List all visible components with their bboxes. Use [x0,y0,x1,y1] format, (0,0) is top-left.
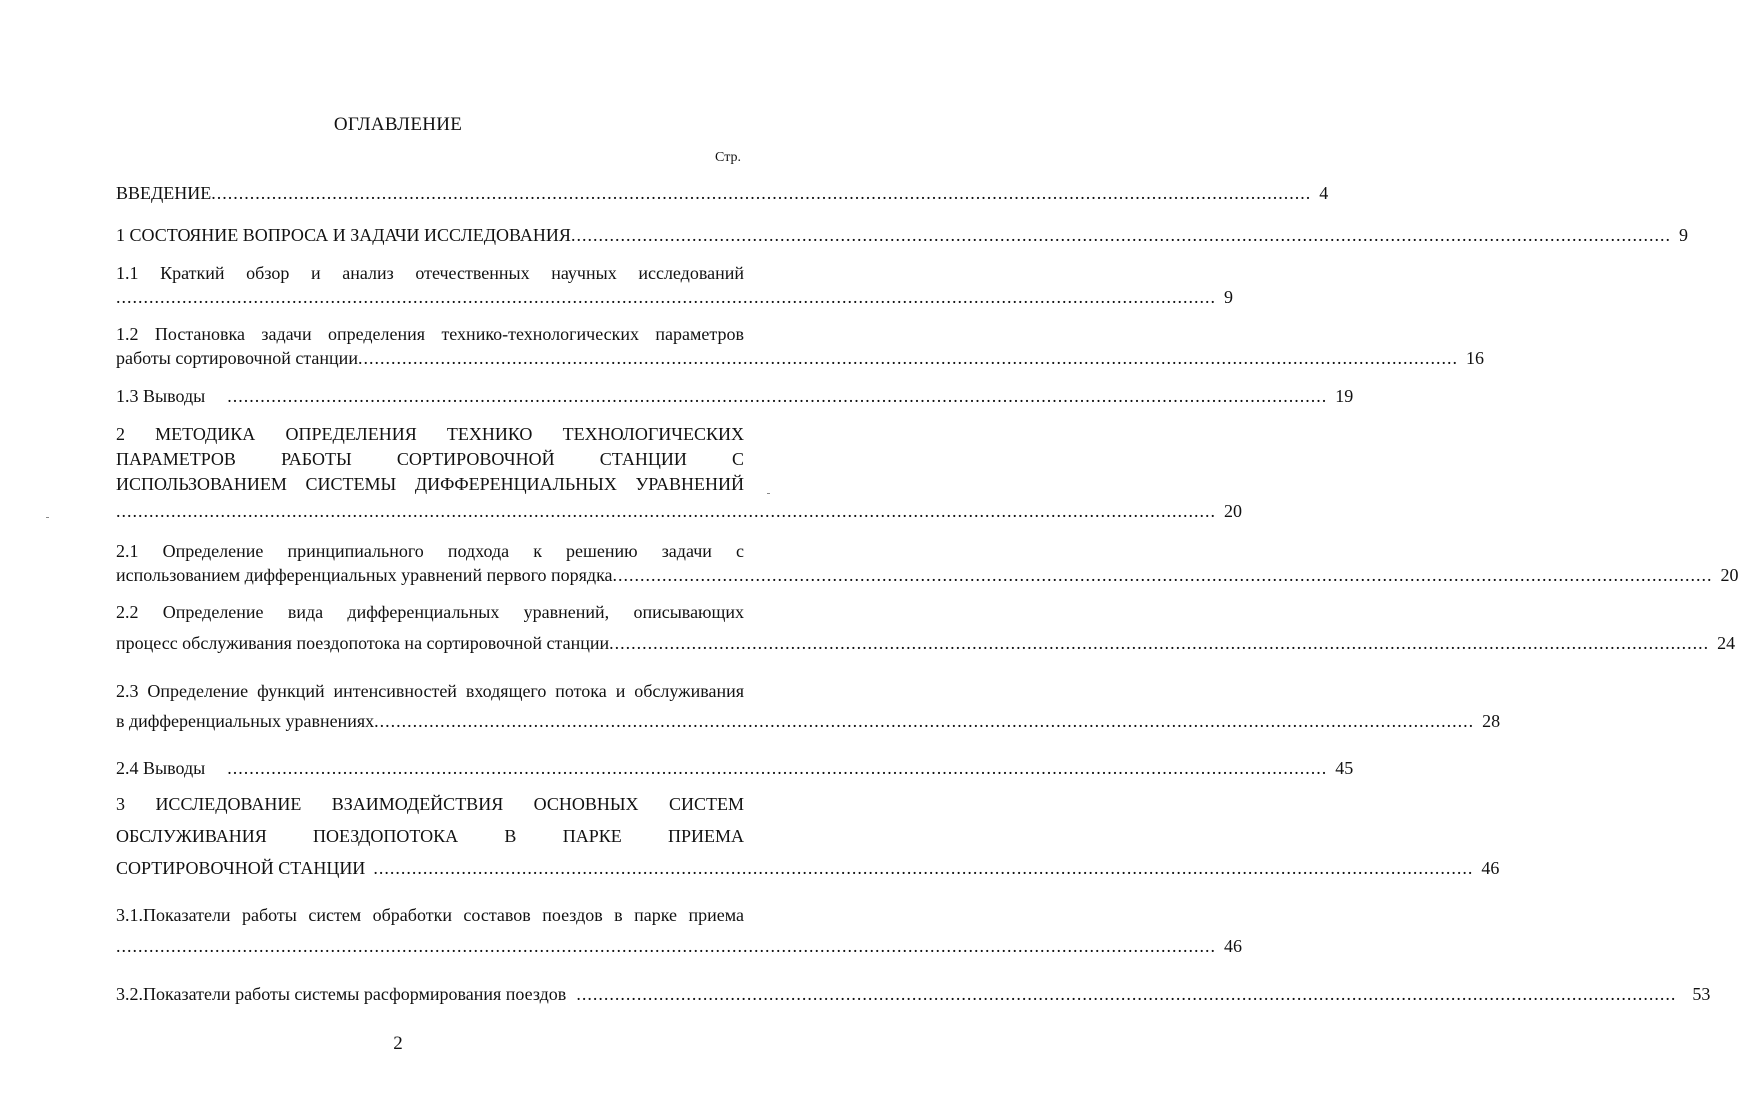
toc-entry-title: 3.2.Показатели работы системы расформирования поездов [116,984,567,1004]
leader-dots: ........................................................................................................................................................................................................ [227,758,1328,778]
leader-dots: ........................................................................................................................................................................................................ [576,984,1677,1004]
toc-entry-page: 20 [1224,501,1242,521]
toc-entry-3-1[interactable] [116,935,1242,957]
toc-entry-1-1[interactable] [116,286,1233,308]
toc-entry-page: 24 [1717,633,1736,653]
toc-entry-page: 46 [1224,936,1242,956]
toc-entry-page: 28 [1482,711,1501,731]
toc-entry-page: 9 [1678,225,1688,245]
toc-entry-page: 9 [1224,287,1233,307]
leader-dots: ........................................................................................................................................................................................................ [609,633,1710,653]
toc-entry-2-1-line1[interactable]: 2.1 Определение принципиального подхода к решению задачи с [116,541,744,561]
leader-dots: ........................................................................................................................................................................................................ [227,386,1328,406]
toc-entry-title: ВВЕДЕНИЕ [116,183,212,203]
leader-dots: ........................................................................................................................................................................................................ [116,936,1216,956]
page-column-label: Стр. [715,150,741,165]
leader-dots: ........................................................................................................................................................................................................ [357,348,1458,368]
toc-entry-1-2[interactable] [116,347,1484,369]
toc-entry-2-2[interactable] [116,632,1736,654]
leader-dots: ........................................................................................................................................................................................................ [373,858,1474,878]
toc-entry-title: использованием дифференциальных уравнений первого порядка [116,565,613,585]
toc-entry-2-1[interactable] [116,564,1739,586]
toc-entry-page: 20 [1720,565,1739,585]
toc-entry-2-3[interactable] [116,710,1501,732]
leader-dots: ........................................................................................................................................................................................................ [211,183,1312,203]
toc-entry-page: 46 [1481,858,1500,878]
toc-entry-chapter-3-line1[interactable]: 3 ИССЛЕДОВАНИЕ ВЗАИМОДЕЙСТВИЯ ОСНОВНЫХ СИСТЕМ [116,794,744,814]
toc-entry-3-1-line1[interactable]: 3.1.Показатели работы систем обработки составов поездов в парке приема [116,905,744,925]
toc-entry-chapter-3[interactable] [116,857,1500,879]
toc-entry-chapter-2-line1[interactable]: 2 МЕТОДИКА ОПРЕДЕЛЕНИЯ ТЕХНИКО ТЕХНОЛОГИЧЕСКИХ [116,424,744,444]
toc-entry-2-4[interactable] [116,757,1354,779]
toc-entry-title: в дифференциальных уравнениях [116,711,375,731]
leader-dots: ........................................................................................................................................................................................................ [570,225,1671,245]
toc-entry-1-2-line1[interactable]: 1.2 Постановка задачи определения технико-технологических параметров [116,324,744,344]
scan-speck [767,493,770,494]
toc-entry-introduction[interactable] [116,182,1329,204]
page-number: 2 [393,1033,403,1054]
toc-entry-1-1-line1[interactable]: 1.1 Краткий обзор и анализ отечественных научных исследований [116,263,744,283]
toc-entry-title: работы сортировочной станции [116,348,358,368]
leader-dots: ........................................................................................................................................................................................................ [116,287,1216,307]
leader-dots: ........................................................................................................................................................................................................ [116,501,1216,521]
leader-dots: ........................................................................................................................................................................................................ [612,565,1713,585]
toc-entry-title: 1.3 Выводы [116,386,206,406]
toc-entry-page: 45 [1335,758,1354,778]
toc-entry-title: процесс обслуживания поездопотока на сортировочной станции [116,633,610,653]
toc-entry-chapter-2[interactable] [116,500,1242,522]
scan-speck [46,517,49,518]
toc-entry-page: 53 [1692,984,1711,1004]
toc-entry-chapter-2-line2[interactable]: ПАРАМЕТРОВ РАБОТЫ СОРТИРОВОЧНОЙ СТАНЦИИ С [116,449,744,469]
toc-entry-2-2-line1[interactable]: 2.2 Определение вида дифференциальных уравнений, описывающих [116,602,744,622]
toc-heading: ОГЛАВЛЕНИЕ [333,114,463,135]
leader-dots: ........................................................................................................................................................................................................ [374,711,1475,731]
toc-entry-chapter-3-line2[interactable]: ОБСЛУЖИВАНИЯ ПОЕЗДОПОТОКА В ПАРКЕ ПРИЕМА [116,826,744,846]
toc-entry-3-2[interactable] [116,983,1711,1005]
toc-entry-chapter-1[interactable] [116,224,1688,246]
toc-entry-title: СОРТИРОВОЧНОЙ СТАНЦИИ [116,858,366,878]
toc-entry-title: 2.4 Выводы [116,758,206,778]
toc-entry-chapter-2-line3[interactable]: ИСПОЛЬЗОВАНИЕМ СИСТЕМЫ ДИФФЕРЕНЦИАЛЬНЫХ УРАВНЕНИЙ [116,474,744,494]
toc-entry-page: 4 [1319,183,1329,203]
toc-entry-title: 1 СОСТОЯНИЕ ВОПРОСА И ЗАДАЧИ ИССЛЕДОВАНИЯ [116,225,571,245]
toc-entry-1-3[interactable] [116,385,1354,407]
toc-entry-page: 16 [1465,348,1484,368]
toc-entry-page: 19 [1335,386,1354,406]
toc-entry-2-3-line1[interactable]: 2.3 Определение функций интенсивностей входящего потока и обслуживания [116,681,744,701]
